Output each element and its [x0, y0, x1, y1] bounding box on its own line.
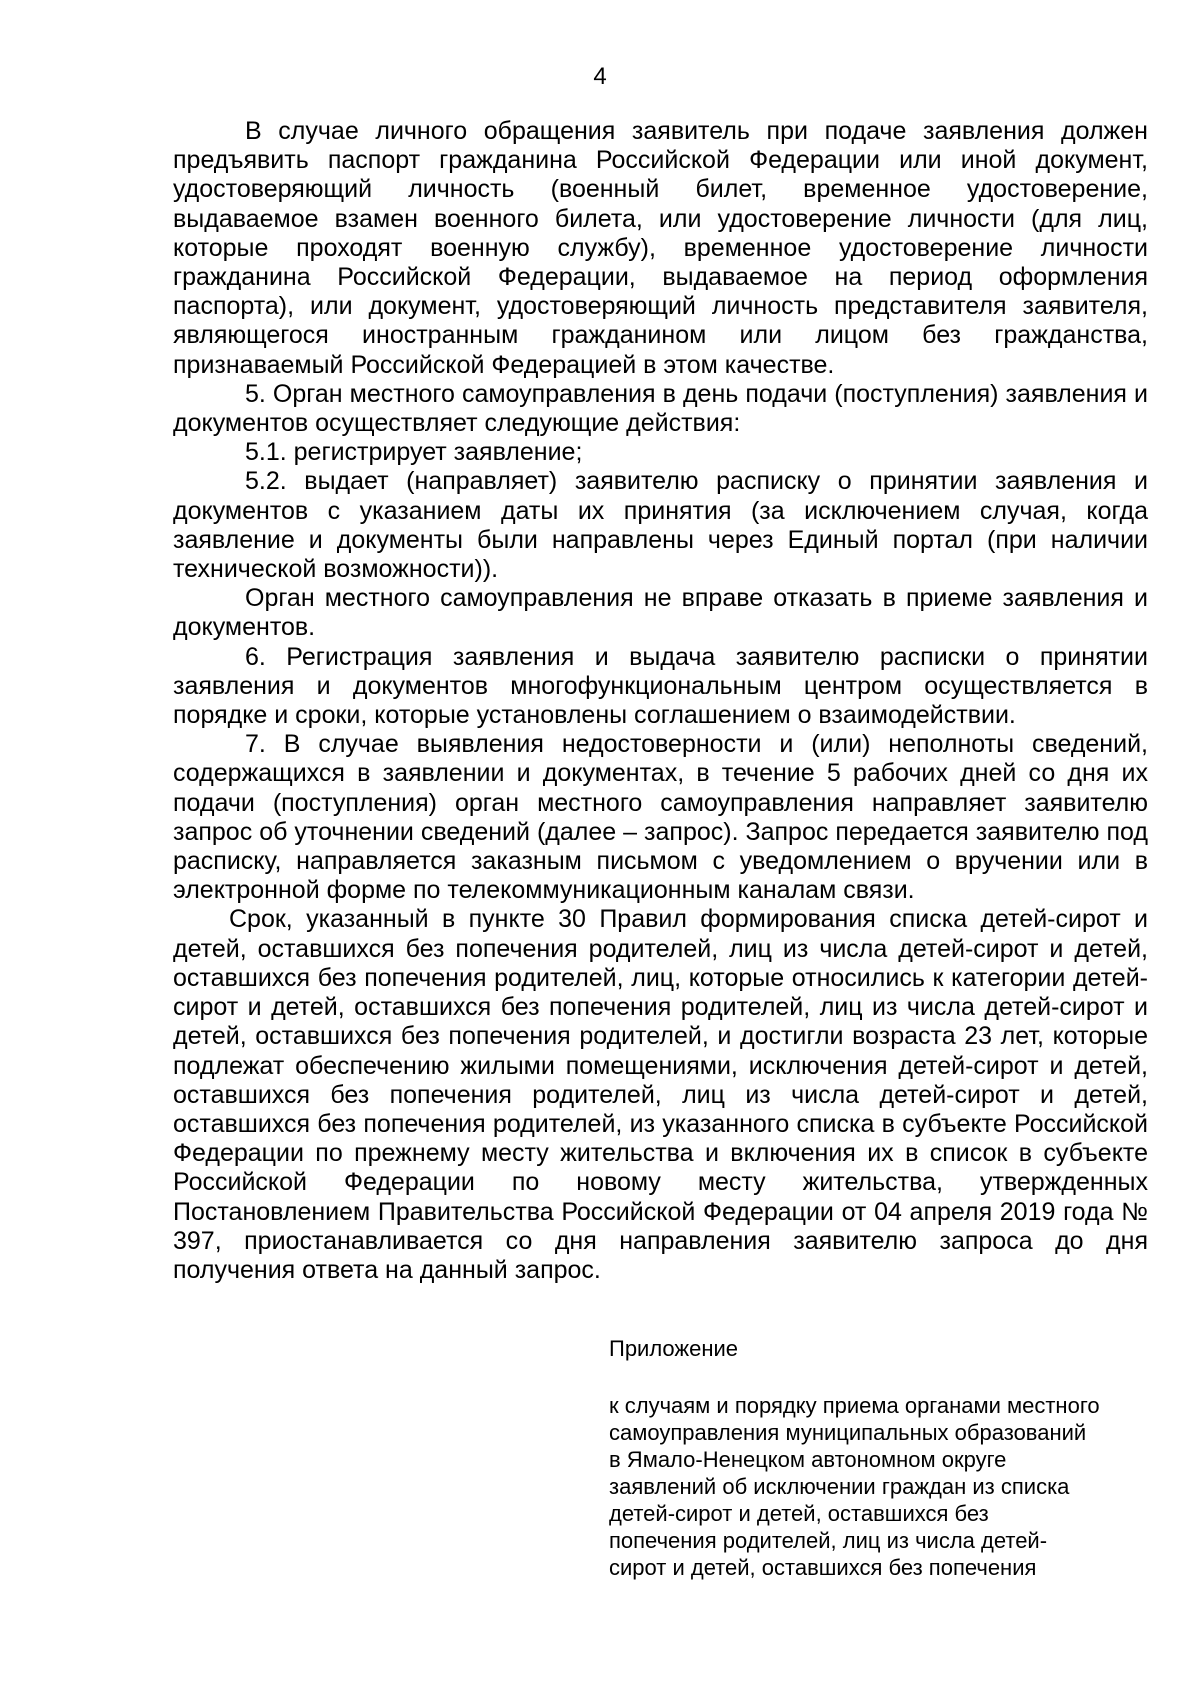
page-number: 4: [593, 63, 607, 90]
appendix-line: попечения родителей, лиц из числа детей-: [609, 1528, 1048, 1553]
appendix-line: в Ямало-Ненецком автономном округе: [609, 1447, 1007, 1472]
appendix-line: к случаям и порядку приема органами местного: [609, 1393, 1100, 1418]
appendix-line: детей-сирот и детей, оставшихся без: [609, 1501, 989, 1526]
appendix-description: [609, 1392, 1129, 1581]
appendix-line: заявлений об исключении граждан из списка: [609, 1474, 1070, 1499]
appendix-line: сирот и детей, оставшихся без попечения: [609, 1555, 1037, 1580]
paragraph-personal-appeal: В случае личного обращения заявитель при подаче заявления должен предъявить паспорт гражданина Российской Федерации или иной документ, удостоверяющий личность (военный билет, временное удостоверение, выдаваемое взамен военного билета, или удостоверение личности (для лиц, которые проходят военную службу), временное удостоверение личности гражданина Российской Федерации, выдаваемое на период оформления паспорта), или документ, удостоверяющий личность представителя заявителя, являющегося иностранным гражданином или лицом без гражданства, признаваемый Российской Федерацией в этом качестве.: [173, 117, 1148, 379]
document-body: [173, 117, 1148, 1285]
paragraph-item-6: 6. Регистрация заявления и выдача заявителю расписки о принятии заявления и документов многофункциональным центром осуществляется в порядке и сроки, которые установлены соглашением о взаимодействии.: [173, 642, 1148, 730]
paragraph-item-7: 7. В случае выявления недостоверности и (или) неполноты сведений, содержащихся в заявлении и документах, в течение 5 рабочих дней со дня их подачи (поступления) орган местного самоуправления направляет заявителю запрос об уточнении сведений (далее – запрос). Запрос передается заявителю под расписку, направляется заказным письмом с уведомлением о вручении или в электронной форме по телекоммуникационным каналам связи.: [173, 730, 1148, 905]
appendix-title: Приложение: [609, 1336, 739, 1361]
paragraph-no-refusal: Орган местного самоуправления не вправе отказать в приеме заявления и документов.: [173, 584, 1148, 642]
appendix-line: самоуправления муниципальных образований: [609, 1420, 1087, 1445]
paragraph-item-5-2: 5.2. выдает (направляет) заявителю расписку о принятии заявления и документов с указанием даты их принятия (за исключением случая, когда заявление и документы были направлены через Единый портал (при наличии технической возможности)).: [173, 467, 1148, 584]
paragraph-deadline-suspension: Срок, указанный в пункте 30 Правил формирования списка детей-сирот и детей, оставшихся без попечения родителей, лиц из числа детей-сирот и детей, оставшихся без попечения родителей, лиц, которые относились к категории детей-сирот и детей, оставшихся без попечения родителей, лиц из числа детей-сирот и детей, оставшихся без попечения родителей, и достигли возраста 23 лет, которые подлежат обеспечению жилыми помещениями, исключения детей-сирот и детей, оставшихся без попечения родителей, лиц из числа детей-сирот и детей, оставшихся без попечения родителей, из указанного списка в субъекте Российской Федерации по прежнему месту жительства и включения их в список в субъекте Российской Федерации по новому месту жительства, утвержденных Постановлением Правительства Российской Федерации от 04 апреля 2019 года № 397, приостанавливается со дня направления заявителю запроса до дня получения ответа на данный запрос.: [173, 905, 1148, 1284]
paragraph-item-5: 5. Орган местного самоуправления в день подачи (поступления) заявления и документов осуществляет следующие действия:: [173, 379, 1148, 438]
paragraph-item-5-1: 5.1. регистрирует заявление;: [245, 438, 583, 467]
